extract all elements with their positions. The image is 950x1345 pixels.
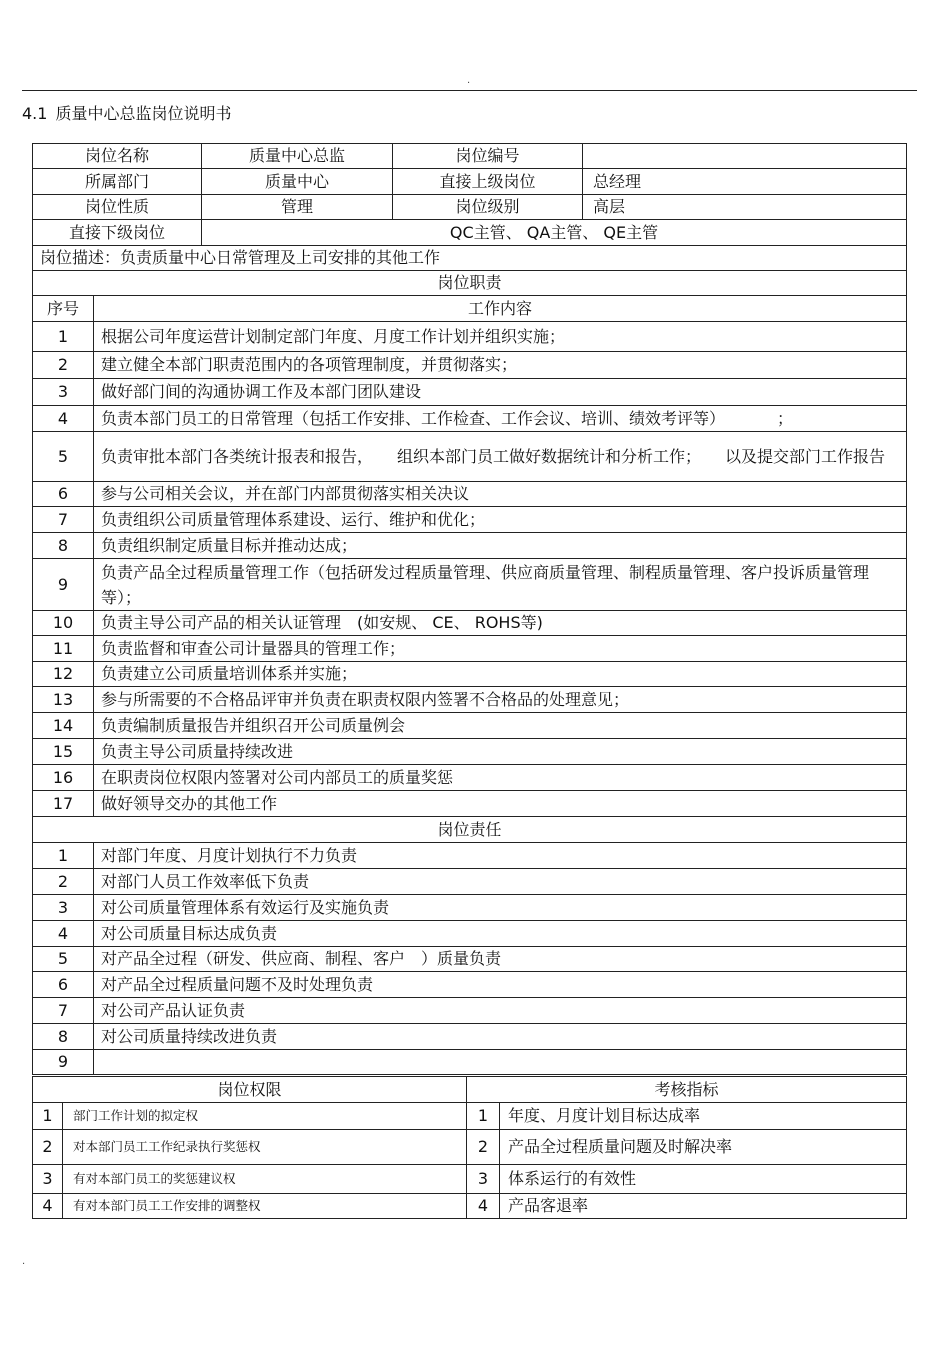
duty-row: [33, 379, 907, 406]
authority-text: 对本部门员工工作纪录执行奖惩权: [63, 1130, 467, 1165]
responsibility-row: [33, 843, 907, 869]
kpi-number: 3: [467, 1165, 500, 1194]
duty-number: 4: [33, 406, 94, 432]
responsibility-number: 3: [33, 895, 94, 921]
duty-text-content: 负责建立公司质量培训体系并实施；: [101, 664, 358, 683]
responsibility-row: [33, 895, 907, 921]
duty-text-content: 做好部门间的沟通协调工作及本部门团队建设: [101, 382, 422, 401]
duty-row: [33, 352, 907, 379]
authority-kpi-row: [33, 1103, 907, 1130]
duty-number: 17: [33, 791, 94, 817]
top-rule: [22, 90, 917, 91]
responsibility-row: [33, 1050, 907, 1075]
duty-text-content: 负责主导公司产品的相关认证管理 (如安规、 CE、 ROHS等): [101, 613, 543, 632]
authority-kpi-row: [33, 1130, 907, 1165]
duty-row: [33, 791, 907, 817]
authority-text: 有对本部门员工工作安排的调整权: [63, 1194, 467, 1219]
duty-row: [33, 687, 907, 713]
duty-number: 9: [33, 559, 94, 611]
duty-row: [33, 713, 907, 739]
responsibility-text: [94, 1050, 907, 1075]
section-title: 质量中心总监岗位说明书: [55, 104, 232, 123]
responsibility-number: 5: [33, 947, 94, 972]
kpi-number: 2: [467, 1130, 500, 1165]
duty-number: 2: [33, 352, 94, 379]
authority-number: 3: [33, 1165, 63, 1194]
duty-text: [94, 379, 907, 406]
duty-text-content: 负责监督和审查公司计量器具的管理工作；: [101, 638, 406, 658]
duty-text-content: 负责产品全过程质量管理工作（包括研发过程质量管理、供应商质量管理、制程质量管理、客户投诉质量管理等）；: [101, 562, 870, 607]
bottom-dot: .: [22, 1256, 26, 1267]
responsibility-text: 对部门年度、月度计划执行不力负责: [94, 843, 907, 869]
duty-text-content: 负责本部门员工的日常管理（包括工作安排、工作检查、工作会议、培训、绩效考评等）: [101, 408, 726, 428]
authority-kpi-table: [32, 1076, 907, 1219]
duty-row: [33, 322, 907, 352]
duty-number: 7: [33, 507, 94, 533]
duty-number: 8: [33, 533, 94, 559]
label-job-code: 岗位编号: [393, 144, 583, 169]
duty-text-content: 在职责岗位权限内签署对公司内部员工的质量奖惩: [101, 767, 454, 787]
duty-row: [33, 507, 907, 533]
duty-number: 10: [33, 611, 94, 636]
header-row-subordinates: [33, 220, 907, 246]
duty-row: [33, 482, 907, 507]
duty-number: 14: [33, 713, 94, 739]
label-subordinates: 直接下级岗位: [33, 220, 202, 246]
column-header-no: 序号: [33, 296, 94, 322]
duty-row: [33, 765, 907, 791]
duty-number: 3: [33, 379, 94, 406]
duty-number: 6: [33, 482, 94, 507]
duty-number: 12: [33, 662, 94, 687]
kpi-text: 产品客退率: [500, 1194, 907, 1219]
duty-number: 13: [33, 687, 94, 713]
duty-number: 11: [33, 636, 94, 662]
responsibility-row: [33, 947, 907, 972]
duty-text-content: 做好领导交办的其他工作: [101, 793, 278, 813]
duties-column-header-row: [33, 296, 907, 322]
authority-text: 有对本部门员工的奖惩建议权: [63, 1165, 467, 1194]
section-number: 4.1: [22, 104, 48, 123]
value-subordinates: QC主管、 QA主管、 QE主管: [202, 220, 907, 246]
responsibility-row: [33, 972, 907, 998]
job-description: 岗位描述：负责质量中心日常管理及上司安排的其他工作: [33, 246, 907, 271]
duty-text: [94, 406, 907, 432]
value-level: 高层: [583, 195, 907, 220]
responsibility-text: 对部门人员工作效率低下负责: [94, 869, 907, 895]
authority-number: 1: [33, 1103, 63, 1130]
section-heading: [22, 104, 231, 124]
duty-text: [94, 533, 907, 559]
responsibility-number: 6: [33, 972, 94, 998]
duty-text-content: 参与公司相关会议，并在部门内部贯彻落实相关决议: [101, 484, 470, 503]
kpi-number: 4: [467, 1194, 500, 1219]
duties-title-row: [33, 271, 907, 296]
duty-number: 16: [33, 765, 94, 791]
authority-text: 部门工作计划的拟定权: [63, 1103, 467, 1130]
value-job-title: 质量中心总监: [202, 144, 393, 169]
duty-text-content: 根据公司年度运营计划制定部门年度、月度工作计划并组织实施；: [101, 326, 566, 346]
value-nature: 管理: [202, 195, 393, 220]
kpi-text: 体系运行的有效性: [500, 1165, 907, 1194]
job-description-table: [32, 143, 907, 1075]
responsibility-text: 对产品全过程（研发、供应商、制程、客户 ）质量负责: [94, 947, 907, 972]
duty-row: [33, 559, 907, 611]
top-dot: .: [467, 75, 471, 86]
duty-text: [94, 739, 907, 765]
duty-text: [94, 611, 907, 636]
label-supervisor: 直接上级岗位: [393, 169, 583, 195]
duty-text: [94, 352, 907, 379]
duty-text: [94, 687, 907, 713]
label-nature: 岗位性质: [33, 195, 202, 220]
value-supervisor: 总经理: [583, 169, 907, 195]
duty-text: [94, 507, 907, 533]
value-job-code: [583, 144, 907, 169]
duty-text: [94, 662, 907, 687]
duty-text-tail: ；: [777, 408, 794, 428]
responsibility-number: 4: [33, 921, 94, 947]
label-job-title: 岗位名称: [33, 144, 202, 169]
authority-kpi-title-row: [33, 1077, 907, 1103]
responsibility-text: 对公司质量管理体系有效运行及实施负责: [94, 895, 907, 921]
header-row-name: [33, 144, 907, 169]
duty-text-content: 负责审批本部门各类统计报表和报告， 组织本部门员工做好数据统计和分析工作； 以及提交部门工作报告: [101, 447, 886, 466]
responsibility-row: [33, 1024, 907, 1050]
duty-number: 15: [33, 739, 94, 765]
duty-row: [33, 636, 907, 662]
responsibility-text: 对公司质量持续改进负责: [94, 1024, 907, 1050]
duties-title: 岗位职责: [33, 271, 907, 296]
duty-text-content: 负责组织公司质量管理体系建设、运行、维护和优化；: [101, 509, 486, 529]
responsibility-number: 2: [33, 869, 94, 895]
duty-text: [94, 713, 907, 739]
duty-row: [33, 611, 907, 636]
duty-text-content: 负责编制质量报告并组织召开公司质量例会: [101, 715, 406, 735]
duty-text-content: 参与所需要的不合格品评审并负责在职责权限内签署不合格品的处理意见；: [101, 689, 630, 709]
kpi-title: 考核指标: [467, 1077, 907, 1103]
duty-text: [94, 636, 907, 662]
responsibility-text: 对公司质量目标达成负责: [94, 921, 907, 947]
kpi-text: 产品全过程质量问题及时解决率: [500, 1130, 907, 1165]
responsibility-row: [33, 998, 907, 1024]
column-header-content: 工作内容: [94, 296, 907, 322]
duty-text: [94, 432, 907, 482]
authority-number: 2: [33, 1130, 63, 1165]
responsibility-row: [33, 869, 907, 895]
label-level: 岗位级别: [393, 195, 583, 220]
label-department: 所属部门: [33, 169, 202, 195]
header-row-department: [33, 169, 907, 195]
duty-text-content: 建立健全本部门职责范围内的各项管理制度，并贯彻落实；: [101, 355, 518, 374]
duty-text: [94, 791, 907, 817]
duty-row: [33, 533, 907, 559]
responsibilities-title: 岗位责任: [33, 817, 907, 843]
duty-text: [94, 322, 907, 352]
duty-row: [33, 432, 907, 482]
kpi-number: 1: [467, 1103, 500, 1130]
description-row: [33, 246, 907, 271]
kpi-text: 年度、月度计划目标达成率: [500, 1103, 907, 1130]
responsibility-text: 对产品全过程质量问题不及时处理负责: [94, 972, 907, 998]
value-department: 质量中心: [202, 169, 393, 195]
duty-text: [94, 559, 907, 611]
duty-row: [33, 406, 907, 432]
header-row-nature: [33, 195, 907, 220]
responsibility-number: 9: [33, 1050, 94, 1075]
authority-kpi-row: [33, 1165, 907, 1194]
duty-row: [33, 739, 907, 765]
authority-number: 4: [33, 1194, 63, 1219]
responsibility-text: 对公司产品认证负责: [94, 998, 907, 1024]
duty-row: [33, 662, 907, 687]
responsibility-number: 7: [33, 998, 94, 1024]
duty-number: 1: [33, 322, 94, 352]
responsibility-row: [33, 921, 907, 947]
responsibility-number: 1: [33, 843, 94, 869]
authority-title: 岗位权限: [33, 1077, 467, 1103]
duty-text: [94, 482, 907, 507]
responsibility-number: 8: [33, 1024, 94, 1050]
duty-text-content: 负责主导公司质量持续改进: [101, 741, 294, 761]
authority-kpi-row: [33, 1194, 907, 1219]
duty-text-content: 负责组织制定质量目标并推动达成；: [101, 535, 358, 555]
duty-text: [94, 765, 907, 791]
responsibilities-title-row: [33, 817, 907, 843]
duty-number: 5: [33, 432, 94, 482]
